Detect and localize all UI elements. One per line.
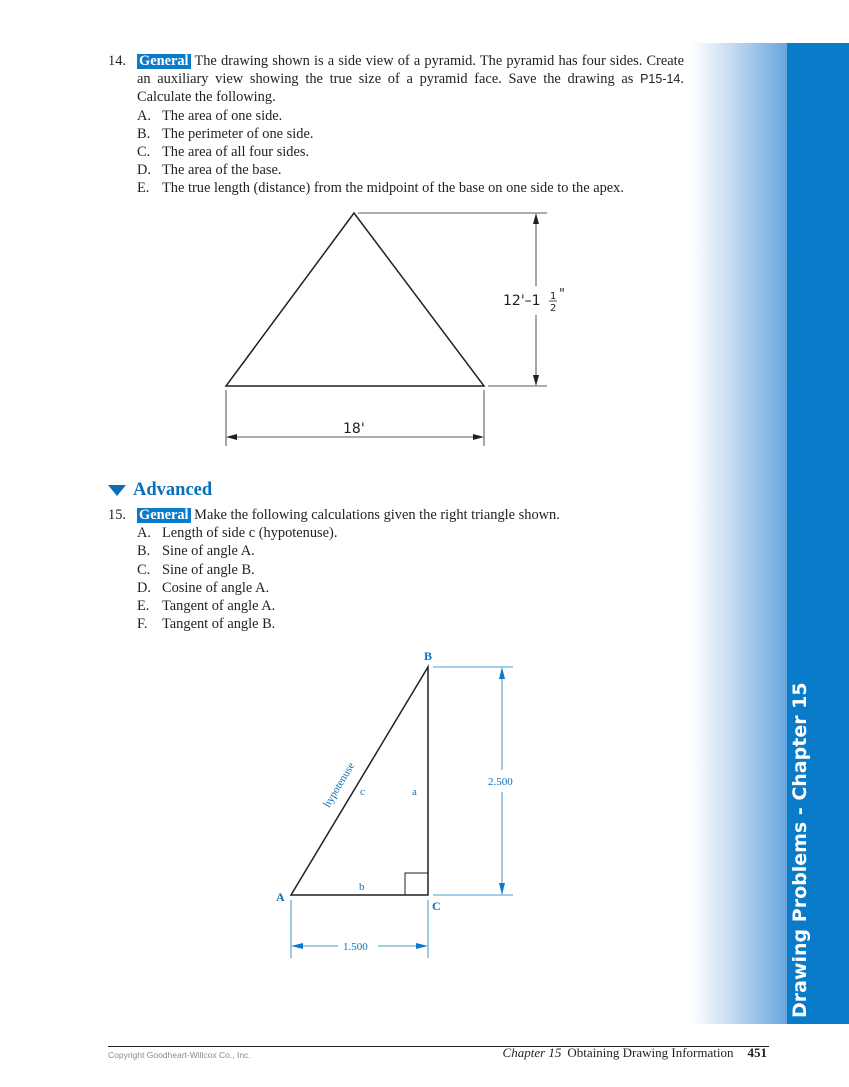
list-item: A. Length of side c (hypotenuse).	[137, 525, 338, 542]
list-item: F. Tangent of angle B.	[137, 616, 276, 633]
chapter-label: Chapter 15	[502, 1045, 562, 1060]
arrowhead	[291, 943, 303, 949]
list-item: A. The area of one side.	[137, 107, 283, 124]
problem-number: 14.	[108, 53, 126, 69]
arrowhead	[473, 434, 484, 440]
base-dimension: 18'	[343, 421, 365, 437]
side-b-label: b	[359, 881, 365, 893]
problem-14-list	[137, 107, 684, 198]
problem-statement: General The drawing shown is a side view of a pyramid. The pyramid has four sides. Create an auxiliary view showing the true size of a pyramid face. Save the drawing as P15-14. Calculate the following.	[137, 53, 684, 106]
arrowhead	[533, 375, 539, 386]
side-tab-title: Drawing Problems - Chapter 15	[789, 682, 811, 1018]
arrowhead	[416, 943, 428, 949]
arrowhead	[499, 667, 505, 679]
pyramid-outline	[226, 213, 484, 386]
problem-15-list	[137, 524, 684, 633]
list-item: B. The perimeter of one side.	[137, 125, 314, 142]
problem-number: 15.	[108, 507, 126, 523]
vertex-c-label: C	[432, 899, 441, 913]
list-item: E. Tangent of angle A.	[137, 598, 276, 615]
filename: P15-14	[640, 72, 681, 87]
general-badge: General	[139, 507, 189, 523]
list-item: D. Cosine of angle A.	[137, 579, 270, 596]
arrowhead	[226, 434, 237, 440]
base-dimension: 1.500	[343, 941, 368, 953]
list-item: B. Sine of angle A.	[137, 543, 255, 560]
side-c-label: c	[360, 786, 365, 798]
arrowhead	[499, 883, 505, 895]
list-item: D. The area of the base.	[137, 162, 282, 179]
copyright-notice: Copyright Goodheart-Willcox Co., Inc.	[108, 1050, 251, 1060]
list-item: C. Sine of angle B.	[137, 561, 255, 578]
height-dimension: 2.500	[488, 776, 513, 788]
problem-statement: General Make the following calculations given the right triangle shown.	[139, 507, 560, 523]
hypotenuse-label: hypotenuse	[321, 760, 358, 810]
page-number: 451	[747, 1045, 767, 1060]
triangle-down-icon	[108, 485, 126, 496]
vertex-a-label: A	[276, 890, 285, 904]
inch-mark: "	[559, 287, 565, 302]
list-item: C. The area of all four sides.	[137, 144, 310, 161]
vertex-b-label: B	[424, 649, 433, 663]
right-triangle-outline	[291, 667, 428, 895]
height-fraction-numerator: 1	[550, 291, 557, 302]
right-angle-marker	[405, 873, 428, 895]
general-badge: General	[139, 53, 189, 69]
chapter-title: Obtaining Drawing Information	[567, 1045, 734, 1060]
side-a-label: a	[412, 786, 417, 798]
arrowhead	[533, 213, 539, 224]
height-fraction-denominator: 2	[550, 303, 557, 314]
height-dimension: 12'–1	[503, 293, 541, 309]
section-heading-advanced: Advanced	[108, 480, 212, 501]
list-item: E. The true length (distance) from the midpoint of the base on one side to the apex.	[137, 180, 624, 197]
running-footer	[503, 1045, 767, 1061]
chapter-side-tab	[691, 43, 849, 1024]
